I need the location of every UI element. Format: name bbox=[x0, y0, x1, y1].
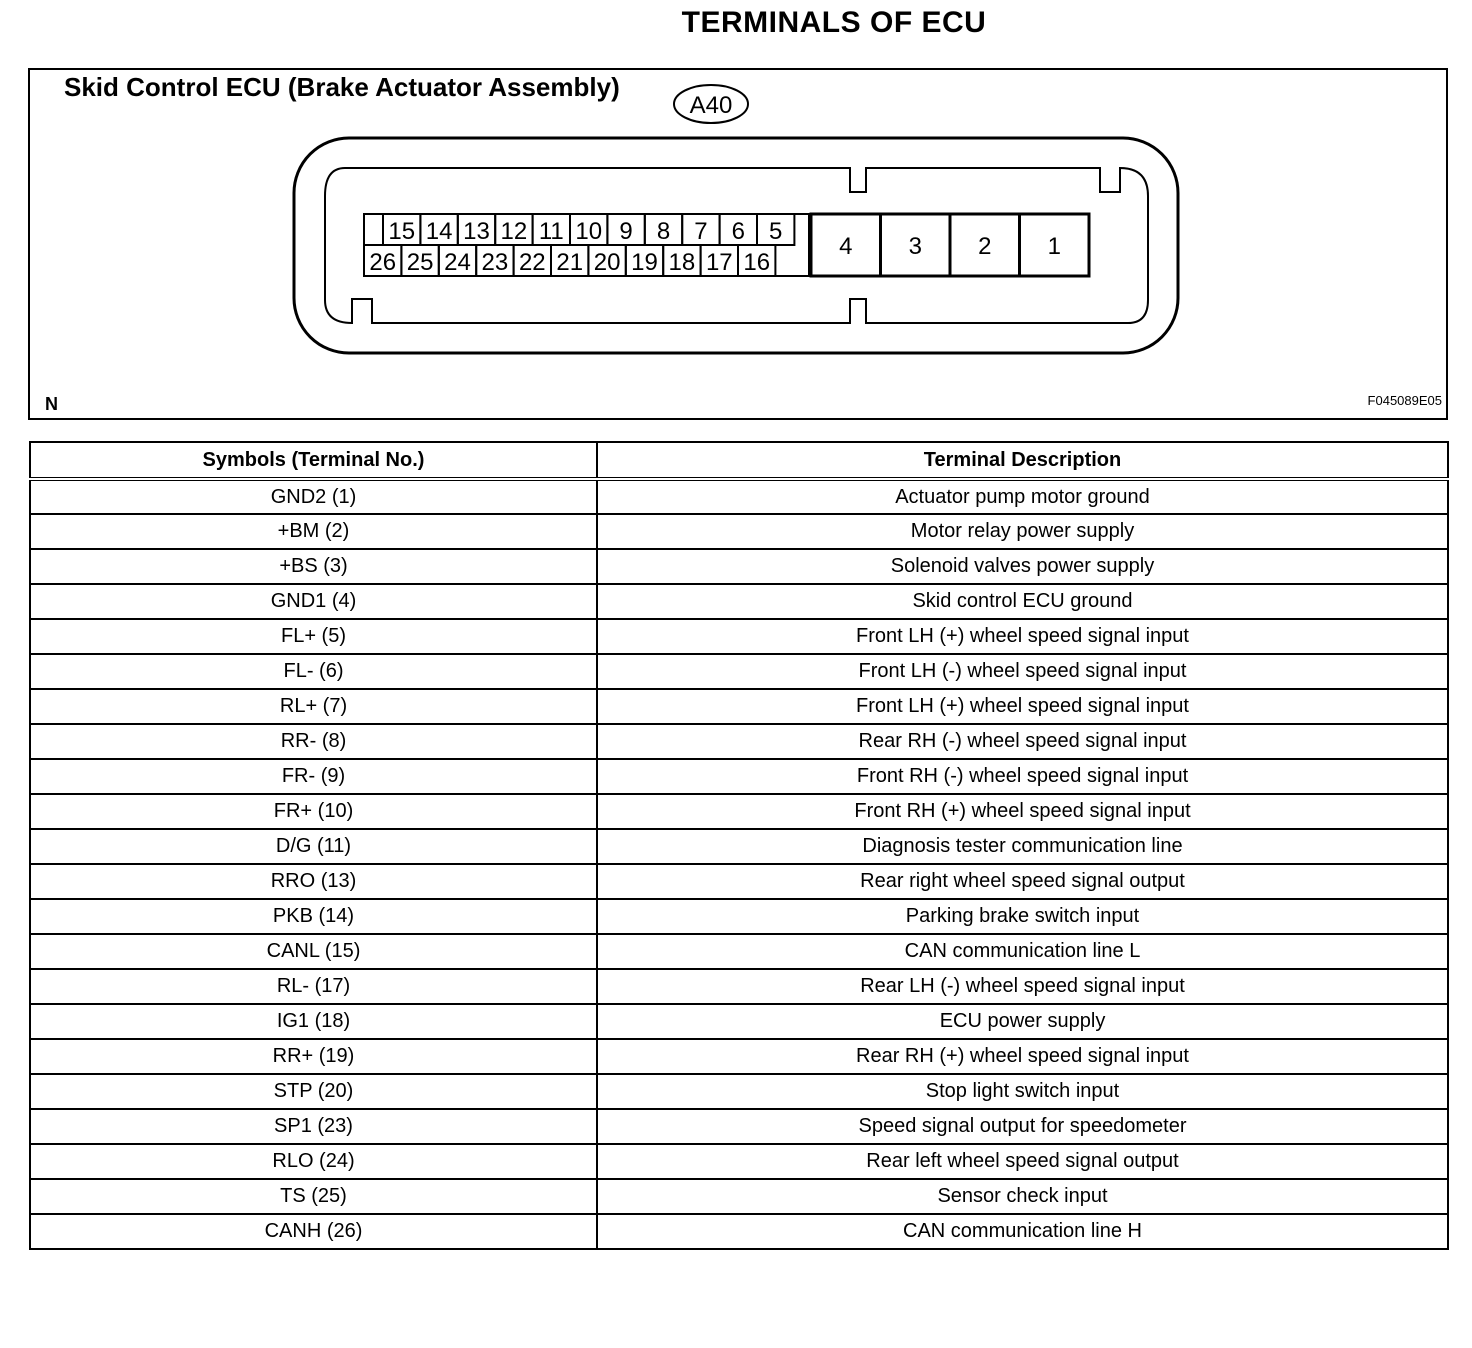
symbol-cell: FL- (6) bbox=[30, 654, 597, 689]
description-cell: Rear RH (+) wheel speed signal input bbox=[597, 1039, 1448, 1074]
description-cell: Front RH (-) wheel speed signal input bbox=[597, 759, 1448, 794]
header-symbols: Symbols (Terminal No.) bbox=[30, 442, 597, 479]
description-cell: Rear RH (-) wheel speed signal input bbox=[597, 724, 1448, 759]
pin-label: 12 bbox=[500, 218, 528, 245]
pin-label: 11 bbox=[538, 218, 564, 245]
symbol-cell: RR- (8) bbox=[30, 724, 597, 759]
terminal-table bbox=[29, 441, 1449, 1250]
symbol-cell: RLO (24) bbox=[30, 1144, 597, 1179]
description-cell: Speed signal output for speedometer bbox=[597, 1109, 1448, 1144]
table-row bbox=[30, 619, 1448, 654]
corner-note: N bbox=[45, 394, 58, 414]
symbol-cell: RRO (13) bbox=[30, 864, 597, 899]
symbol-cell: RL+ (7) bbox=[30, 689, 597, 724]
description-cell: Motor relay power supply bbox=[597, 514, 1448, 549]
figure-id: F045089E05 bbox=[1367, 393, 1442, 408]
pin-label: 22 bbox=[518, 249, 546, 276]
description-cell: Front RH (+) wheel speed signal input bbox=[597, 794, 1448, 829]
pin-label: 9 bbox=[619, 218, 633, 245]
table-row bbox=[30, 1074, 1448, 1109]
table-row bbox=[30, 1004, 1448, 1039]
large-pin-label: 2 bbox=[978, 233, 992, 260]
symbol-cell: +BM (2) bbox=[30, 514, 597, 549]
table-row bbox=[30, 1144, 1448, 1179]
symbol-cell: GND2 (1) bbox=[30, 479, 597, 514]
pin-label: 24 bbox=[444, 249, 471, 276]
pin-label: 21 bbox=[556, 249, 584, 276]
pin-label: 26 bbox=[369, 249, 397, 276]
description-cell: Rear left wheel speed signal output bbox=[597, 1144, 1448, 1179]
pin-label: 6 bbox=[731, 218, 745, 245]
table-row bbox=[30, 1039, 1448, 1074]
pin-label: 19 bbox=[631, 249, 658, 276]
symbol-cell: STP (20) bbox=[30, 1074, 597, 1109]
header-description: Terminal Description bbox=[597, 442, 1448, 479]
symbol-cell: PKB (14) bbox=[30, 899, 597, 934]
symbol-cell: RL- (17) bbox=[30, 969, 597, 1004]
symbol-cell: D/G (11) bbox=[30, 829, 597, 864]
table-row bbox=[30, 654, 1448, 689]
table-row bbox=[30, 514, 1448, 549]
symbol-cell: CANL (15) bbox=[30, 934, 597, 969]
pin-label: 17 bbox=[705, 249, 733, 276]
table-row bbox=[30, 1214, 1448, 1249]
description-cell: Diagnosis tester communication line bbox=[597, 829, 1448, 864]
table-row bbox=[30, 689, 1448, 724]
table-row bbox=[30, 794, 1448, 829]
connector-code: A40 bbox=[689, 92, 733, 119]
table-row bbox=[30, 584, 1448, 619]
description-cell: Parking brake switch input bbox=[597, 899, 1448, 934]
pin-label: 8 bbox=[656, 218, 671, 245]
pin-label: 18 bbox=[668, 249, 696, 276]
pin-label: 15 bbox=[388, 218, 416, 245]
table-row bbox=[30, 724, 1448, 759]
pin-label: 5 bbox=[769, 218, 783, 245]
pin-label: 25 bbox=[406, 249, 434, 276]
symbol-cell: FR+ (10) bbox=[30, 794, 597, 829]
table-row bbox=[30, 899, 1448, 934]
symbol-cell: GND1 (4) bbox=[30, 584, 597, 619]
description-cell: Front LH (+) wheel speed signal input bbox=[597, 619, 1448, 654]
table-header-row bbox=[30, 442, 1448, 479]
connector-title: Skid Control ECU (Brake Actuator Assembly) bbox=[64, 72, 620, 102]
table-row bbox=[30, 864, 1448, 899]
symbol-cell: IG1 (18) bbox=[30, 1004, 597, 1039]
description-cell: Front LH (+) wheel speed signal input bbox=[597, 689, 1448, 724]
pin-label: 10 bbox=[575, 218, 603, 245]
symbol-cell: +BS (3) bbox=[30, 549, 597, 584]
table-row bbox=[30, 1179, 1448, 1214]
table-row bbox=[30, 479, 1448, 514]
description-cell: Solenoid valves power supply bbox=[597, 549, 1448, 584]
pin-label: 20 bbox=[593, 249, 621, 276]
table-row bbox=[30, 759, 1448, 794]
description-cell: ECU power supply bbox=[597, 1004, 1448, 1039]
pin-label: 7 bbox=[694, 218, 708, 245]
pin-label: 13 bbox=[463, 218, 490, 245]
symbol-cell: CANH (26) bbox=[30, 1214, 597, 1249]
table-row bbox=[30, 969, 1448, 1004]
large-pin-label: 3 bbox=[908, 233, 922, 260]
pin-label: 14 bbox=[425, 218, 453, 245]
large-pin-label: 4 bbox=[839, 233, 853, 260]
description-cell: CAN communication line L bbox=[597, 934, 1448, 969]
table-row bbox=[30, 829, 1448, 864]
connector-diagram bbox=[0, 0, 1472, 430]
description-cell: Rear right wheel speed signal output bbox=[597, 864, 1448, 899]
symbol-cell: RR+ (19) bbox=[30, 1039, 597, 1074]
page-title: TERMINALS OF ECU bbox=[681, 6, 987, 39]
description-cell: Sensor check input bbox=[597, 1179, 1448, 1214]
table-row bbox=[30, 1109, 1448, 1144]
description-cell: Actuator pump motor ground bbox=[597, 479, 1448, 514]
pin-label: 16 bbox=[743, 249, 771, 276]
table-row bbox=[30, 549, 1448, 584]
description-cell: CAN communication line H bbox=[597, 1214, 1448, 1249]
large-pin-label: 1 bbox=[1047, 233, 1061, 260]
symbol-cell: SP1 (23) bbox=[30, 1109, 597, 1144]
symbol-cell: FL+ (5) bbox=[30, 619, 597, 654]
symbol-cell: TS (25) bbox=[30, 1179, 597, 1214]
symbol-cell: FR- (9) bbox=[30, 759, 597, 794]
table-row bbox=[30, 934, 1448, 969]
description-cell: Front LH (-) wheel speed signal input bbox=[597, 654, 1448, 689]
description-cell: Stop light switch input bbox=[597, 1074, 1448, 1109]
description-cell: Rear LH (-) wheel speed signal input bbox=[597, 969, 1448, 1004]
pin-label: 23 bbox=[481, 249, 509, 276]
description-cell: Skid control ECU ground bbox=[597, 584, 1448, 619]
